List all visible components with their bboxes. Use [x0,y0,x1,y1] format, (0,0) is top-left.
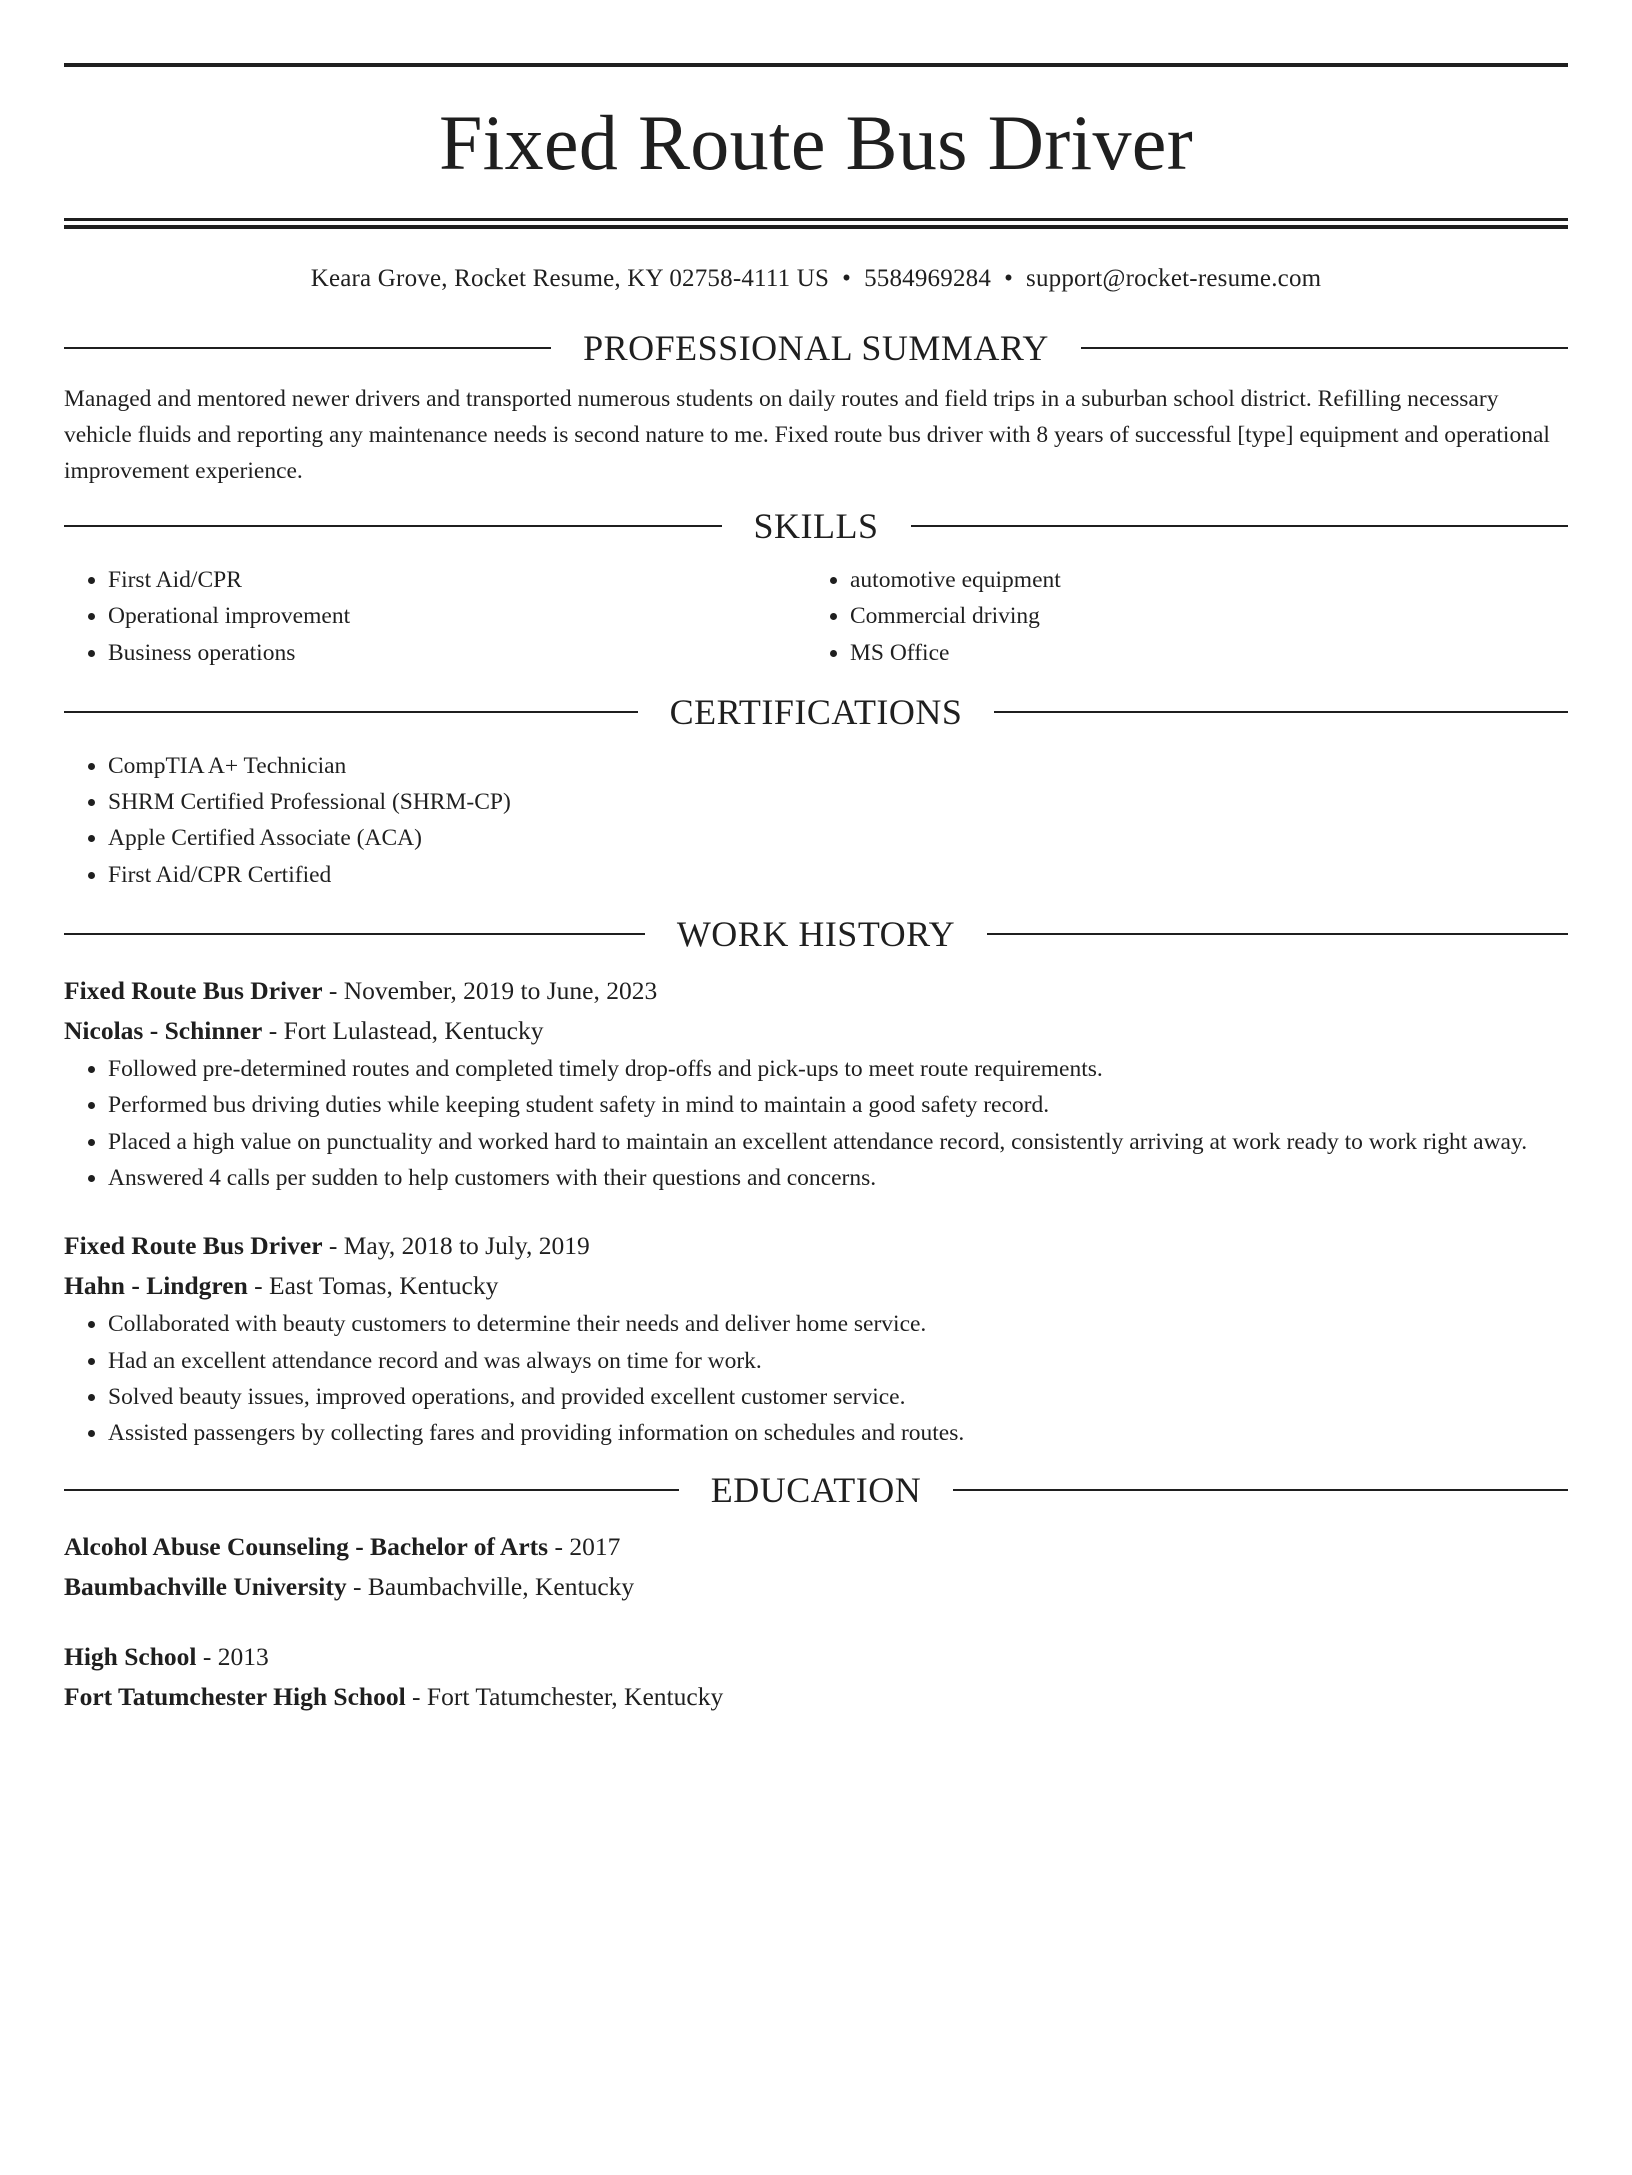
education-location: - Fort Tatumchester, Kentucky [405,1682,724,1712]
summary-text: Managed and mentored newer drivers and transported numerous students on daily routes and field trips in a suburban school district. Refilling necessary vehicle fluids and reporting any maintenance needs is second nature to me. Fixed route bus driver with 8 years of successful [type] equipment and operational improvement experience. [64,386,1550,484]
job-title-line [64,1226,1568,1266]
resume-title: Fixed Route Bus Driver [438,99,1194,186]
heading-rule-left [64,1489,679,1491]
skill-item: • First Aid/CPR [108,562,806,598]
skill-item: • MS Office [850,635,1548,671]
heading-rule-right [987,933,1568,935]
contact-line [64,264,1568,294]
job-title: Fixed Route Bus Driver [64,1231,323,1261]
contact-phone: 5584969284 [864,265,992,292]
education-school-line [64,1677,1568,1717]
heading-rule-left [64,933,645,935]
education-section-heading [64,1469,1568,1511]
skill-item: • automotive equipment [850,562,1548,598]
skills-column-right [806,562,1548,671]
job-company: Hahn - Lindgren [64,1271,248,1301]
skills-column-left [64,562,806,671]
job-company-line [64,1011,1568,1051]
job-duties [64,1306,1568,1451]
job-entry [64,1226,1568,1451]
contact-email: support@rocket-resume.com [1026,265,1322,292]
top-rule [64,63,1568,67]
heading-rule-right [1081,347,1568,349]
job-dates: - May, 2018 to July, 2019 [322,1231,590,1261]
skills-section-heading [64,505,1568,547]
education-school: Fort Tatumchester High School [64,1682,406,1712]
certification-item: • CompTIA A+ Technician [108,748,1568,784]
contact-address: Keara Grove, Rocket Resume, KY 02758-4111 US [310,265,830,292]
education-entry [64,1637,1568,1717]
certifications-heading-label: CERTIFICATIONS [669,691,963,732]
job-duties [64,1051,1568,1196]
job-location: - Fort Lulastead, Kentucky [262,1016,544,1046]
title-double-rule [64,218,1568,229]
job-duty-item: • Solved beauty issues, improved operations, and provided excellent customer service. [108,1379,1568,1415]
education-year: - 2013 [196,1642,269,1672]
education-school: Baumbachville University [64,1572,347,1602]
job-title-line [64,971,1568,1011]
education-entry [64,1527,1568,1607]
summary-heading-label: PROFESSIONAL SUMMARY [583,328,1049,368]
skills-heading-label: SKILLS [753,506,879,546]
work-section-heading [64,913,1568,955]
job-duty-item: • Had an excellent attendance record and was always on time for work. [108,1343,1568,1379]
heading-rule-left [64,711,638,713]
certifications-list [64,748,1568,893]
skill-item: • Business operations [108,635,806,671]
job-entry [64,971,1568,1196]
certifications-section-heading [64,691,1568,733]
resume-page [0,63,1632,2175]
education-heading-label: EDUCATION [710,1470,922,1511]
job-duty-item: • Answered 4 calls per sudden to help customers with their questions and concerns. [108,1160,1568,1196]
skills-list [64,562,1568,671]
education-list [64,1527,1568,1717]
heading-rule-left [64,525,722,527]
summary-section-heading [64,327,1568,369]
job-duty-item: • Placed a high value on punctuality and worked hard to maintain an excellent attendance record, consistently arriving at work ready to work right away. [108,1124,1568,1160]
education-degree: Alcohol Abuse Counseling - Bachelor of Arts [64,1532,549,1562]
job-company: Nicolas - Schinner [64,1016,263,1046]
job-duty-item: • Followed pre-determined routes and completed timely drop-offs and pick-ups to meet route requirements. [108,1051,1568,1087]
skill-item: • Operational improvement [108,598,806,634]
job-duty-item: • Assisted passengers by collecting fares and providing information on schedules and routes. [108,1415,1568,1451]
education-year: - 2017 [548,1532,621,1562]
heading-rule-right [953,1489,1568,1491]
work-heading-label: WORK HISTORY [676,914,956,955]
skill-item: • Commercial driving [850,598,1548,634]
work-history [64,971,1568,1451]
job-company-line [64,1266,1568,1306]
heading-rule-right [994,711,1568,713]
heading-rule-right [911,525,1569,527]
certification-item: • First Aid/CPR Certified [108,857,1568,893]
education-degree-line [64,1527,1568,1567]
job-duty-item: • Performed bus driving duties while keeping student safety in mind to maintain a good safety record. [108,1087,1568,1123]
education-degree: High School [64,1642,197,1672]
education-location: - Baumbachville, Kentucky [346,1572,635,1602]
certification-item: • Apple Certified Associate (ACA) [108,820,1568,856]
contact-separator: • [842,265,852,292]
education-school-line [64,1567,1568,1607]
certification-item: • SHRM Certified Professional (SHRM-CP) [108,784,1568,820]
job-title: Fixed Route Bus Driver [64,976,323,1006]
job-dates: - November, 2019 to June, 2023 [322,976,658,1006]
job-duty-item: • Collaborated with beauty customers to determine their needs and deliver home service. [108,1306,1568,1342]
job-location: - East Tomas, Kentucky [247,1271,499,1301]
education-degree-line [64,1637,1568,1677]
heading-rule-left [64,347,551,349]
contact-separator: • [1004,265,1014,292]
